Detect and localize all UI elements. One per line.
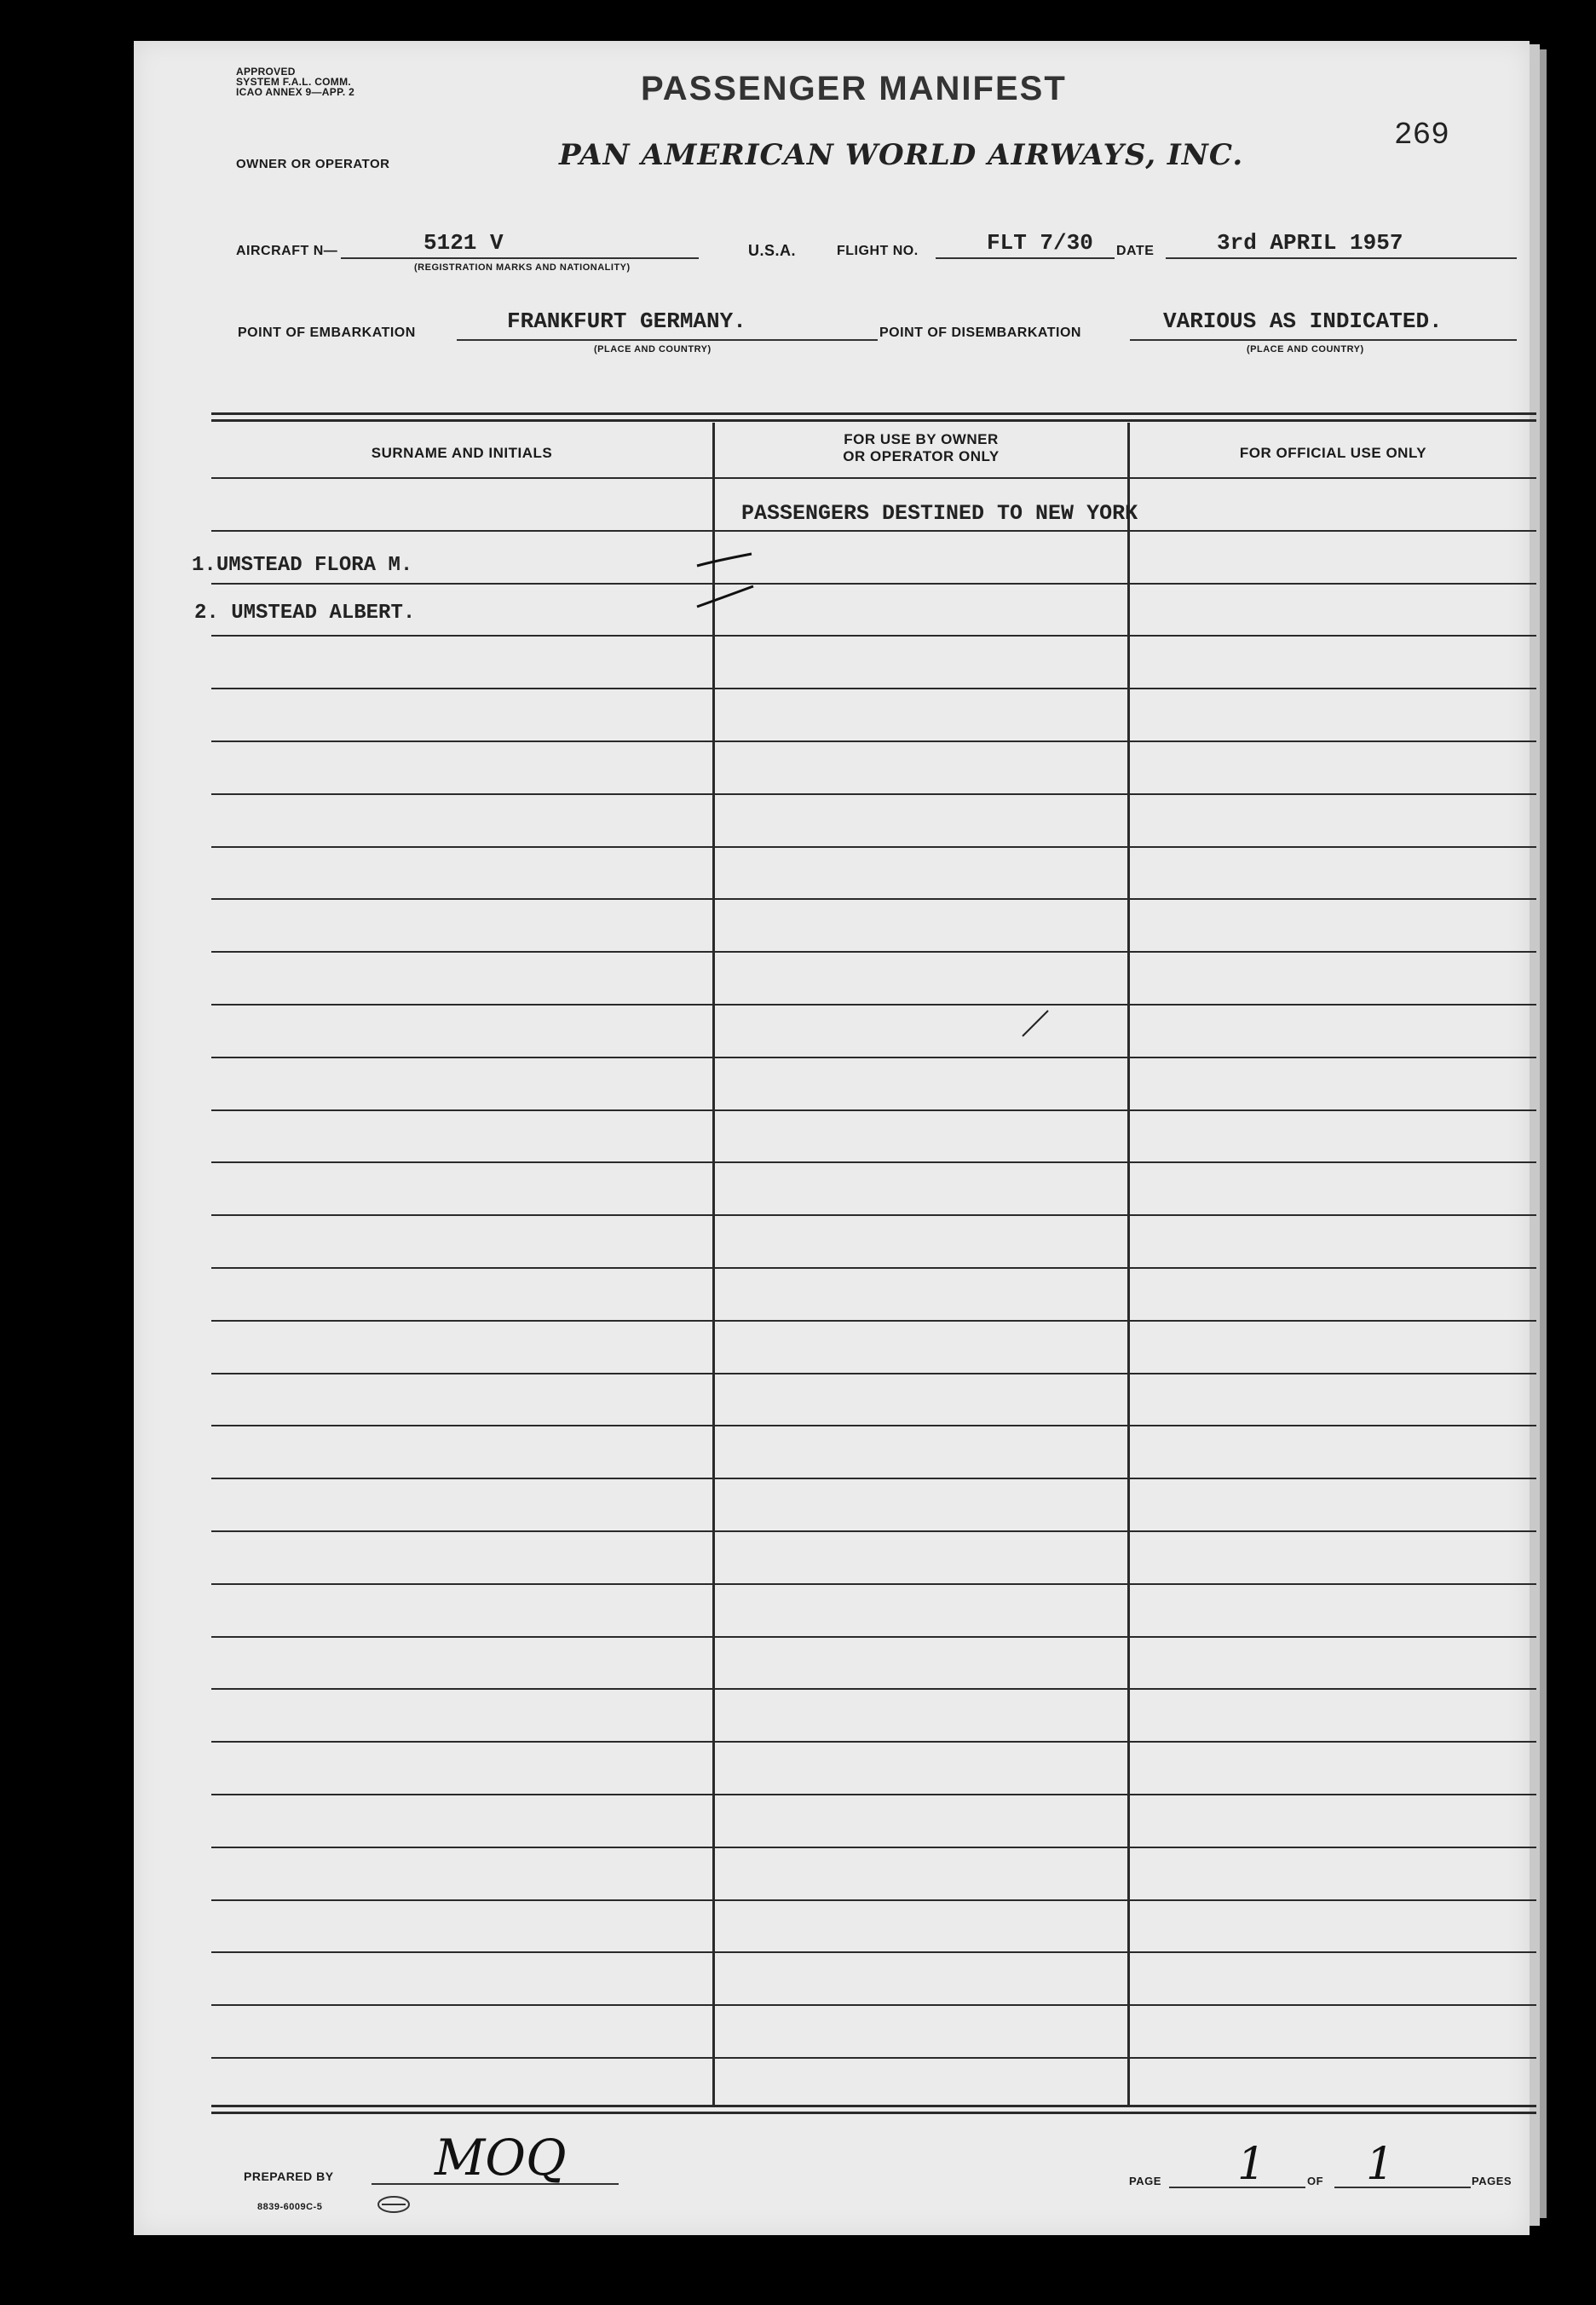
of-line: [1334, 2187, 1471, 2188]
ruled-line: [211, 1478, 1536, 1479]
owner-use-line-2: OR OPERATOR ONLY: [843, 448, 1000, 464]
page-edge-shadow: [1540, 49, 1547, 2218]
ruled-line: [211, 1847, 1536, 1848]
page-value: 1: [1237, 2139, 1266, 2190]
passenger-name: UMSTEAD ALBERT.: [231, 602, 416, 625]
approval-line-3: ICAO ANNEX 9—APP. 2: [236, 86, 355, 98]
page-title: PASSENGER MANIFEST: [641, 70, 1067, 107]
disembarkation-sub-label: (PLACE AND COUNTRY): [1247, 344, 1364, 354]
manifest-sheet: [134, 41, 1530, 2235]
pen-stroke-mark: [1019, 1006, 1053, 1040]
aircraft-sub-label: (REGISTRATION MARKS AND NATIONALITY): [414, 262, 631, 273]
ruled-line: [211, 1320, 1536, 1322]
ruled-line: [211, 1636, 1536, 1638]
ruled-line: [211, 1161, 1536, 1163]
of-label: OF: [1307, 2175, 1324, 2187]
ruled-line: [211, 1057, 1536, 1058]
column-header-surname: SURNAME AND INITIALS: [371, 445, 553, 461]
ruled-line: [211, 1899, 1536, 1901]
passenger-number: 1.: [192, 554, 216, 577]
ruled-line: [211, 740, 1536, 742]
flight-fill-line: [936, 257, 1115, 259]
form-number: 8839-6009C-5: [257, 2202, 323, 2212]
pages-label: PAGES: [1472, 2175, 1512, 2187]
ruled-line: [211, 1214, 1536, 1216]
column-divider-2: [1127, 423, 1130, 2105]
aircraft-value: 5121 V: [423, 230, 504, 256]
prepared-by-label: PREPARED BY: [244, 2170, 334, 2183]
ruled-line: [211, 583, 1536, 585]
ruled-line: [211, 898, 1536, 900]
ruled-line: [211, 477, 1536, 479]
page-edge: [1530, 44, 1540, 2226]
disembarkation-fill-line: [1130, 339, 1517, 341]
ruled-line: [211, 635, 1536, 637]
embarkation-sub-label: (PLACE AND COUNTRY): [594, 344, 712, 354]
ruled-line: [211, 1951, 1536, 1953]
ruled-line: [211, 1688, 1536, 1690]
page-stamp-number: 269: [1394, 118, 1449, 153]
embarkation-label: POINT OF EMBARKATION: [238, 326, 416, 340]
approval-line-1: APPROVED: [236, 66, 296, 78]
ruled-line: [211, 951, 1536, 953]
header-rule-top: [211, 412, 1536, 415]
passenger-number: 2.: [194, 602, 219, 625]
aircraft-nationality: U.S.A.: [748, 242, 797, 259]
aircraft-fill-line: [341, 257, 699, 259]
embarkation-value: FRANKFURT GERMANY.: [507, 308, 746, 334]
passenger-name: UMSTEAD FLORA M.: [216, 554, 413, 577]
date-label: DATE: [1116, 244, 1155, 258]
embarkation-fill-line: [457, 339, 878, 341]
flight-label: FLIGHT NO.: [837, 244, 919, 258]
passenger-row-1: [192, 554, 412, 577]
ruled-line: [211, 846, 1536, 848]
disembarkation-label: POINT OF DISEMBARKATION: [879, 326, 1081, 340]
disembarkation-value: VARIOUS AS INDICATED.: [1163, 308, 1443, 334]
column-header-owner-use: [715, 431, 1127, 465]
pen-tick-marks: [690, 545, 758, 614]
owner-use-line-1: FOR USE BY OWNER: [844, 431, 999, 447]
ruled-line: [211, 688, 1536, 689]
page-label: PAGE: [1129, 2175, 1161, 2187]
ruled-line: [211, 1530, 1536, 1532]
aircraft-label: AIRCRAFT N—: [236, 244, 338, 258]
date-fill-line: [1166, 257, 1517, 259]
owner-label: OWNER OR OPERATOR: [236, 157, 390, 171]
union-bug-icon: [375, 2192, 412, 2217]
ruled-line: [211, 793, 1536, 795]
date-value: 3rd APRIL 1957: [1217, 230, 1403, 256]
ruled-line: [211, 1583, 1536, 1585]
ruled-line: [211, 1004, 1536, 1006]
flight-value: FLT 7/30: [987, 230, 1093, 256]
header-rule-top-2: [211, 419, 1536, 422]
ruled-line: [211, 530, 1536, 532]
destination-note: PASSENGERS DESTINED TO NEW YORK: [741, 501, 1138, 526]
ruled-line: [211, 2004, 1536, 2006]
operator-name: PAN AMERICAN WORLD AIRWAYS, INC.: [559, 138, 1244, 172]
ruled-line: [211, 1373, 1536, 1374]
column-header-official: FOR OFFICIAL USE ONLY: [1239, 445, 1427, 461]
footer-rule-2: [211, 2112, 1536, 2114]
footer-rule-1: [211, 2105, 1536, 2107]
ruled-line: [211, 1794, 1536, 1795]
approval-block: [236, 66, 354, 97]
passenger-row-2: [194, 602, 415, 625]
ruled-line: [211, 1425, 1536, 1426]
approval-line-2: SYSTEM F.A.L. COMM.: [236, 76, 352, 88]
column-divider-1: [712, 423, 715, 2105]
of-value: 1: [1366, 2139, 1395, 2190]
ruled-line: [211, 1267, 1536, 1269]
ruled-line: [211, 2057, 1536, 2059]
prepared-by-signature: MOQ: [435, 2129, 567, 2187]
ruled-line: [211, 1741, 1536, 1743]
ruled-line: [211, 1109, 1536, 1111]
